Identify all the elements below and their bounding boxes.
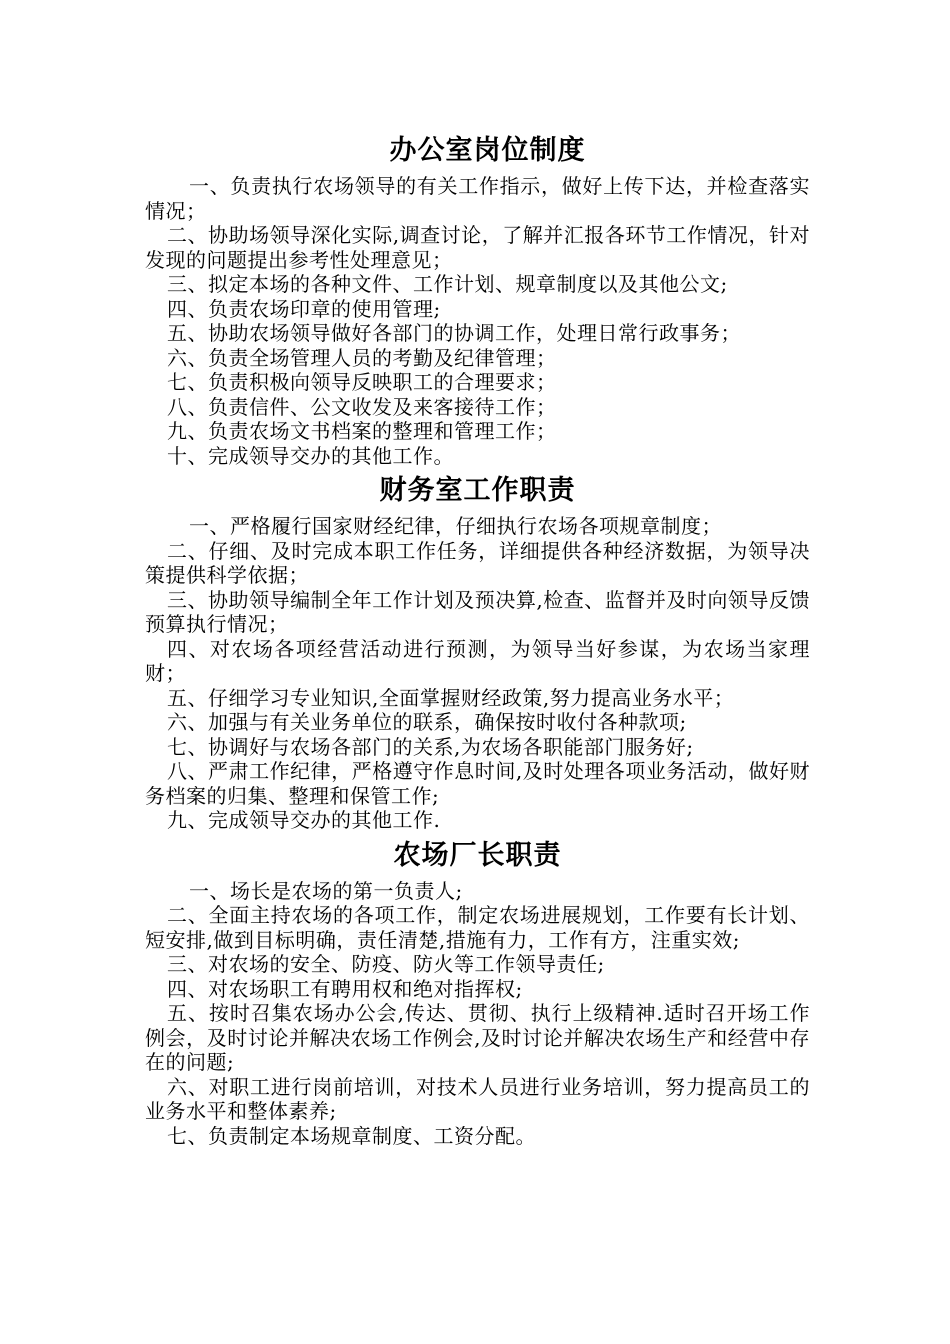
- office-item-8: 八、负责信件、公文收发及来客接待工作；: [167, 394, 557, 419]
- office-item-5: 五、协助农场领导做好各部门的协调工作，处理日常行政事务；: [167, 321, 741, 345]
- office-item-6: 六、负责全场管理人员的考勤及纪律管理；: [167, 345, 557, 370]
- finance-item-6: 六、加强与有关业务单位的联系，确保按时收付各种款项;: [167, 710, 687, 734]
- finance-item-3: 三、协助领导编制全年工作计划及预决算,检查、监督并及时向领导反馈预算执行情况；: [145, 587, 810, 636]
- finance-item-7: 七、协调好与农场各部门的关系,为农场各职能部门服务好;: [167, 734, 694, 759]
- finance-item-1: 一、严格履行国家财经纪律，仔细执行农场各项规章制度；: [189, 514, 722, 538]
- office-item-3: 三、拟定本场的各种文件、工作计划、规章制度以及其他公文;: [167, 272, 728, 296]
- section-title-office: 办公室岗位制度: [389, 135, 586, 166]
- office-item-4: 四、负责农场印章的使用管理;: [167, 296, 441, 321]
- director-item-7: 七、负责制定本场规章制度、工资分配。: [167, 1123, 536, 1148]
- office-item-7: 七、负责积极向领导反映职工的合理要求；: [167, 370, 557, 394]
- section-title-finance: 财务室工作职责: [379, 475, 576, 506]
- finance-item-2: 二、仔细、及时完成本职工作任务，详细提供各种经济数据，为领导决策提供科学依据；: [145, 538, 810, 587]
- finance-item-5: 五、仔细学习专业知识,全面掌握财经政策,努力提高业务水平；: [167, 685, 735, 710]
- office-item-10: 十、完成领导交办的其他工作。: [167, 443, 454, 468]
- office-item-2: 二、协助场领导深化实际,调查讨论，了解并汇报各环节工作情况，针对发现的问题提出参考性处理意见；: [145, 223, 810, 272]
- director-item-4: 四、对农场职工有聘用权和绝对指挥权;: [167, 976, 523, 1001]
- finance-item-9: 九、完成领导交办的其他工作.: [167, 808, 441, 832]
- office-item-9: 九、负责农场文书档案的整理和管理工作；: [167, 419, 557, 443]
- finance-item-4: 四、对农场各项经营活动进行预测，为领导当好参谋，为农场当家理财；: [145, 636, 810, 685]
- finance-item-8: 八、严肃工作纪律，严格遵守作息时间,及时处理各项业务活动，做好财务档案的归集、整理和保管工作;: [145, 759, 810, 808]
- section-title-director: 农场厂长职责: [393, 839, 562, 871]
- director-item-5: 五、按时召集农场办公会,传达、贯彻、执行上级精神.适时召开场工作例会，及时讨论并解决农场工作例会,及时讨论并解决农场生产和经营中存在的问题;: [145, 1001, 810, 1074]
- document-page: [145, 128, 810, 1148]
- office-item-1: 一、负责执行农场领导的有关工作指示，做好上传下达，并检查落实情况；: [145, 174, 810, 223]
- director-item-2: 二、全面主持农场的各项工作，制定农场进展规划，工作要有长计划、短安排,做到目标明确，责任清楚,措施有力，工作有方，注重实效;: [145, 903, 810, 952]
- director-item-6: 六、对职工进行岗前培训，对技术人员进行业务培训，努力提高员工的业务水平和整体素养;: [145, 1074, 810, 1123]
- director-item-3: 三、对农场的安全、防疫、防火等工作领导责任;: [167, 952, 605, 976]
- director-item-1: 一、场长是农场的第一负责人;: [189, 878, 463, 903]
